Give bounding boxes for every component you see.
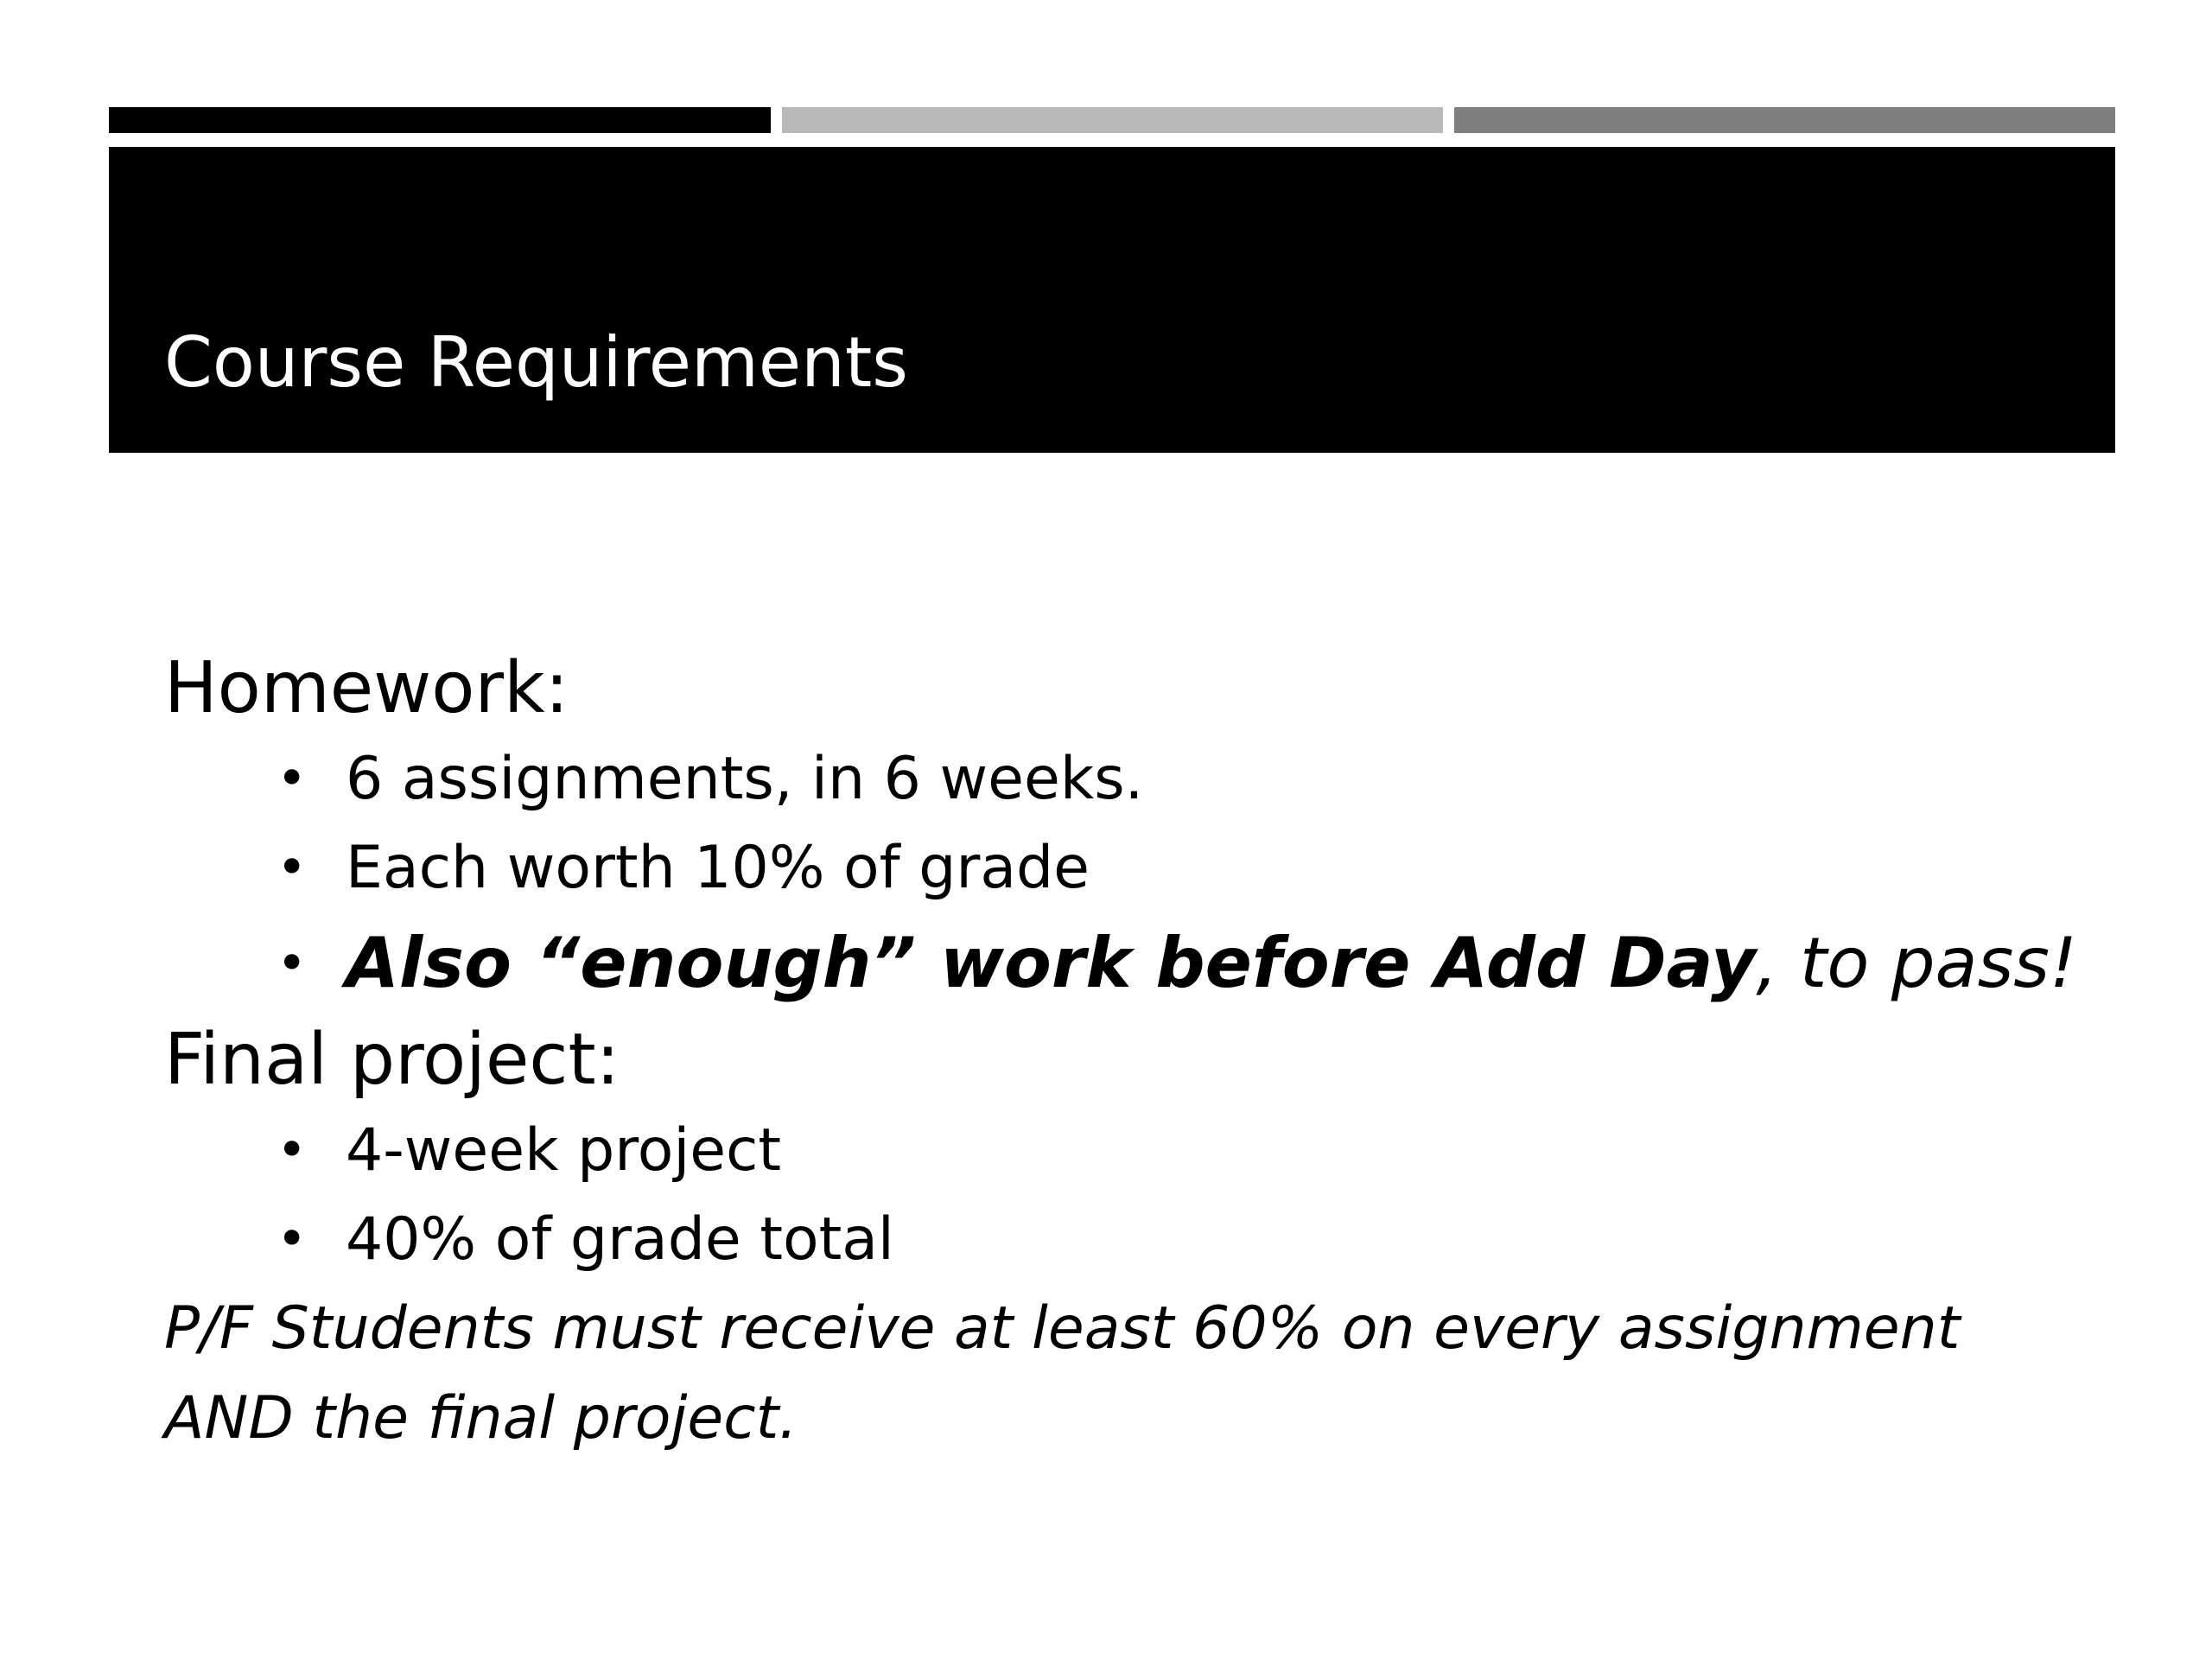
accent-bar-light-gray (782, 107, 1443, 133)
list-item (164, 1195, 2117, 1284)
bullet-icon: • (276, 748, 308, 809)
final-project-list (164, 1106, 2117, 1284)
emphasis-list-item (164, 912, 2117, 1014)
slide-body (164, 643, 2117, 1464)
bullet-text: 40% of grade total (346, 1205, 894, 1274)
title-band (109, 147, 2115, 453)
bullet-icon: • (276, 837, 308, 898)
emphasis-rest-text: , to pass! (1756, 923, 2077, 1003)
bullet-text: Each worth 10% of grade (346, 834, 1090, 902)
list-item (164, 734, 2117, 823)
bullet-text: 6 assignments, in 6 weeks. (346, 745, 1144, 813)
list-item (164, 1106, 2117, 1195)
final-project-heading: Final project: (164, 1019, 620, 1101)
slide-title: Course Requirements (164, 322, 908, 403)
accent-bar-black (109, 107, 771, 133)
homework-list (164, 734, 2117, 1014)
bullet-text: 4-week project (346, 1116, 782, 1185)
emphasis-strong-text: Also “enough” work before Add Day (346, 923, 1757, 1003)
pass-fail-note: P/F Students must receive at least 60% on every assignment AND the final project. (164, 1294, 1961, 1452)
bullet-icon: • (276, 933, 308, 994)
homework-heading: Homework: (164, 647, 569, 729)
list-item (164, 823, 2117, 912)
accent-bar-dark-gray (1454, 107, 2115, 133)
bullet-icon: • (276, 1209, 308, 1269)
bullet-icon: • (276, 1120, 308, 1180)
